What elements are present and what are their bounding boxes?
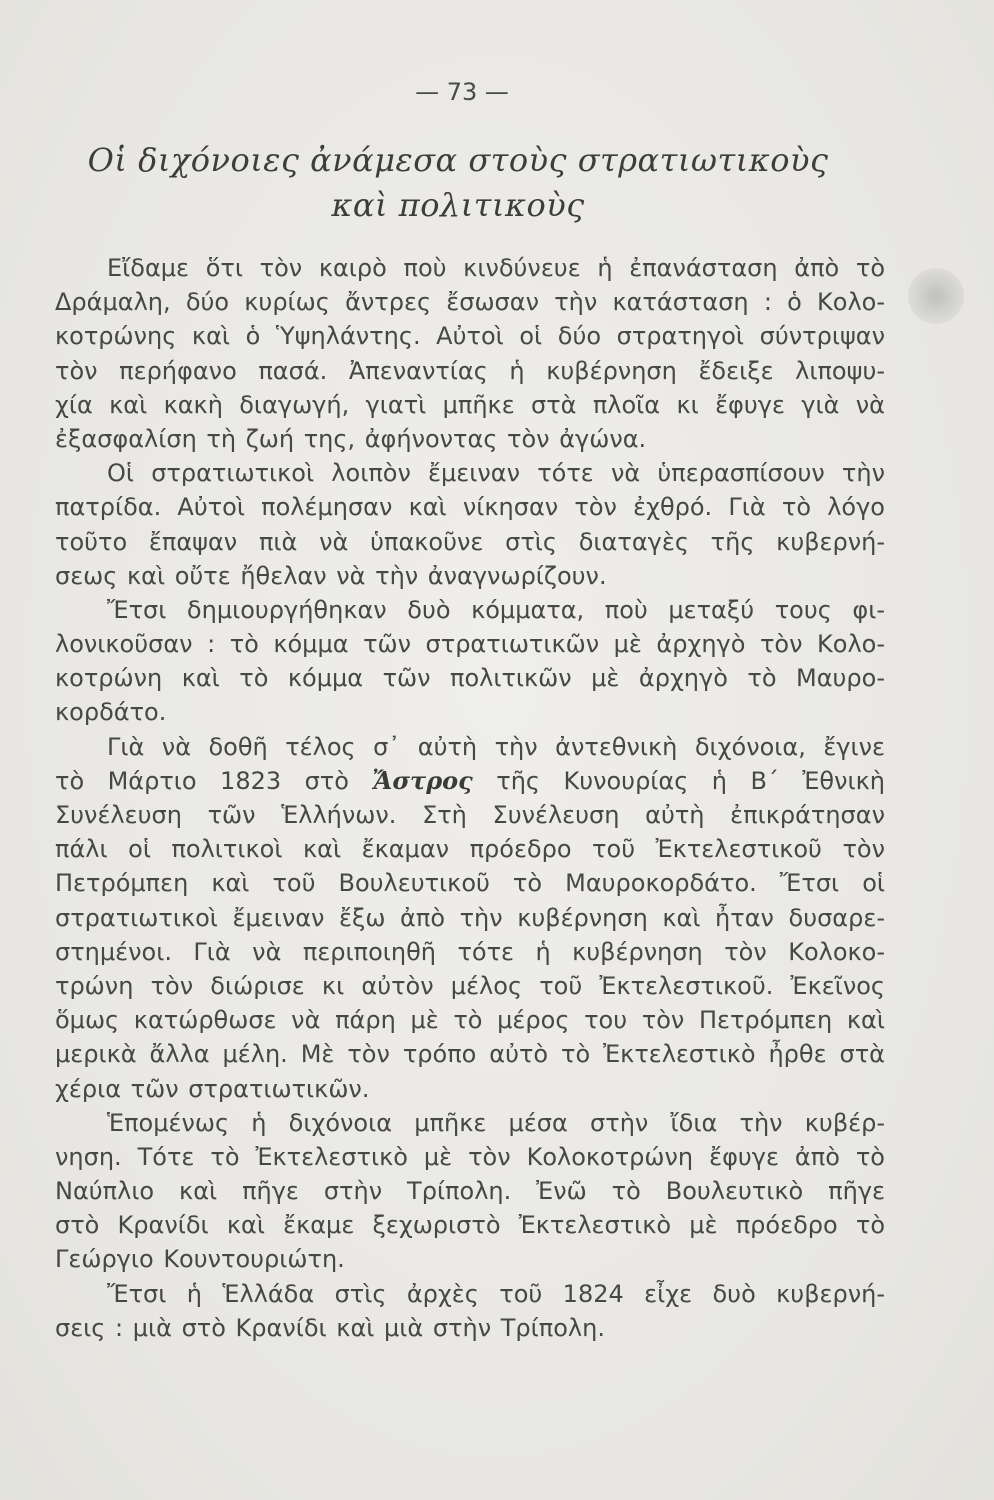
text-line: Γιὰ νὰ δοθῆ τέλος σ᾽ αὐτὴ τὴν ἀντεθνικὴ διχόνοια, ἔγινε [107, 732, 885, 761]
text-line: Γεώργιο Κουντουριώτη. [55, 1245, 345, 1274]
text-line: ἐξασφαλίση τὴ ζωή της, ἀφήνοντας τὸν ἀγώνα. [55, 424, 647, 453]
text-line: ὅμως κατώρθωσε νὰ πάρη μὲ τὸ μέρος του τὸν Πετρόμπεη καὶ [55, 1006, 885, 1035]
paragraph [55, 456, 885, 593]
paragraph [55, 251, 885, 456]
text-line: χέρια τῶν στρατιωτικῶν. [55, 1074, 370, 1103]
text-line [55, 764, 885, 798]
text-line: Ἔτσι δημιουργήθηκαν δυὸ κόμματα, ποὺ μεταξύ τους φι- [107, 595, 885, 624]
paragraph [55, 1277, 885, 1345]
text-line: χία καὶ κακὴ διαγωγή, γιατὶ μπῆκε στὰ πλοῖα κι ἔφυγε γιὰ νὰ [55, 390, 885, 419]
text-line: κοτρώνης καὶ ὁ Ὑψηλάντης. Αὐτοὶ οἱ δύο στρατηγοὶ σύντριψαν [55, 322, 885, 351]
text-line: Οἱ στρατιωτικοὶ λοιπὸν ἔμειναν τότε νὰ ὑπερασπίσουν τὴν [107, 459, 885, 488]
text-line: στὸ Κρανίδι καὶ ἔκαμε ξεχωριστὸ Ἐκτελεστικὸ μὲ πρόεδρο τὸ [55, 1211, 885, 1240]
text-line: Συνέλευση τῶν Ἑλλήνων. Στὴ Συνέλευση αὐτὴ ἐπικράτησαν [55, 801, 885, 829]
paragraph [55, 1106, 885, 1277]
text-line: τὸν περήφανο πασά. Ἀπεναντίας ἡ κυβέρνηση ἔδειξε λιποψυ- [55, 356, 885, 385]
paragraph [55, 730, 885, 1106]
text-segment: τῆς Κυνουρίας ἡ Β΄ Ἐθνικὴ [496, 766, 885, 795]
page-number: — 73 — [415, 78, 509, 106]
text-line: Δράμαλη, δύο κυρίως ἄντρες ἔσωσαν τὴν κατάσταση : ὁ Κολο- [55, 288, 885, 317]
text-line: πατρίδα. Αὐτοὶ πολέμησαν καὶ νίκησαν τὸν ἐχθρό. Γιὰ τὸ λόγο [55, 493, 885, 522]
chapter-title-line: καὶ πολιτικοὺς [331, 186, 585, 224]
paper-stain [908, 268, 964, 324]
text-line: τρώνη τὸν διώρισε κι αὐτὸν μέλος τοῦ Ἐκτελεστικοῦ. Ἐκεῖνος [55, 971, 885, 1000]
text-line: κοτρώνη καὶ τὸ κόμμα τῶν πολιτικῶν μὲ ἀρχηγὸ τὸ Μαυρο- [55, 664, 885, 693]
text-line: μερικὰ ἄλλα μέλη. Μὲ τὸν τρόπο αὐτὸ τὸ Ἐκτελεστικὸ ἦρθε στὰ [55, 1040, 885, 1069]
text-line: τοῦτο ἔπαψαν πιὰ νὰ ὑπακοῦνε στὶς διαταγὲς τῆς κυβερνή- [55, 527, 885, 556]
place-name-italic: Ἄστρος [372, 765, 473, 795]
text-line: Πετρόμπεη καὶ τοῦ Βουλευτικοῦ τὸ Μαυροκορδάτο. Ἔτσι οἱ [55, 869, 885, 898]
text-line: στρατιωτικοὶ ἔμειναν ἔξω ἀπὸ τὴν κυβέρνηση καὶ ἦταν δυσαρε- [55, 903, 885, 932]
text-line: Εἴδαμε ὅτι τὸν καιρὸ ποὺ κινδύνευε ἡ ἐπανάσταση ἀπὸ τὸ [107, 254, 885, 282]
text-line: σεις : μιὰ στὸ Κρανίδι καὶ μιὰ στὴν Τρίπολη. [55, 1313, 605, 1342]
paragraph [55, 593, 885, 730]
text-line: νηση. Τότε τὸ Ἐκτελεστικὸ μὲ τὸν Κολοκοτρώνη ἔφυγε ἀπὸ τὸ [55, 1142, 885, 1171]
text-line: κορδάτο. [55, 698, 167, 727]
text-line: στημένοι. Γιὰ νὰ περιποιηθῆ τότε ἡ κυβέρνηση τὸν Κολοκο- [55, 937, 885, 966]
text-line: σεως καὶ οὔτε ἤθελαν νὰ τὴν ἀναγνωρίζουν. [55, 561, 607, 590]
text-line: Ἑπομένως ἡ διχόνοια μπῆκε μέσα στὴν ἴδια τὴν κυβέρ- [107, 1108, 885, 1137]
text-line: λονικοῦσαν : τὸ κόμμα τῶν στρατιωτικῶν μὲ ἀρχηγὸ τὸν Κολο- [55, 630, 885, 659]
text-line: Ἔτσι ἡ Ἑλλάδα στὶς ἀρχὲς τοῦ 1824 εἶχε δυὸ κυβερνή- [107, 1279, 885, 1308]
text-segment: τὸ Μάρτιο 1823 στὸ [55, 766, 349, 795]
body-text [55, 251, 885, 1345]
text-line: Ναύπλιο καὶ πῆγε στὴν Τρίπολη. Ἐνῶ τὸ Βουλευτικὸ πῆγε [55, 1177, 885, 1206]
chapter-title-line: Οἱ διχόνοιες ἀνάμεσα στοὺς στρατιωτικοὺς [87, 141, 829, 179]
text-line: πάλι οἱ πολιτικοὶ καὶ ἔκαμαν πρόεδρο τοῦ Ἐκτελεστικοῦ τὸν [55, 835, 885, 864]
chapter-title [35, 138, 881, 228]
